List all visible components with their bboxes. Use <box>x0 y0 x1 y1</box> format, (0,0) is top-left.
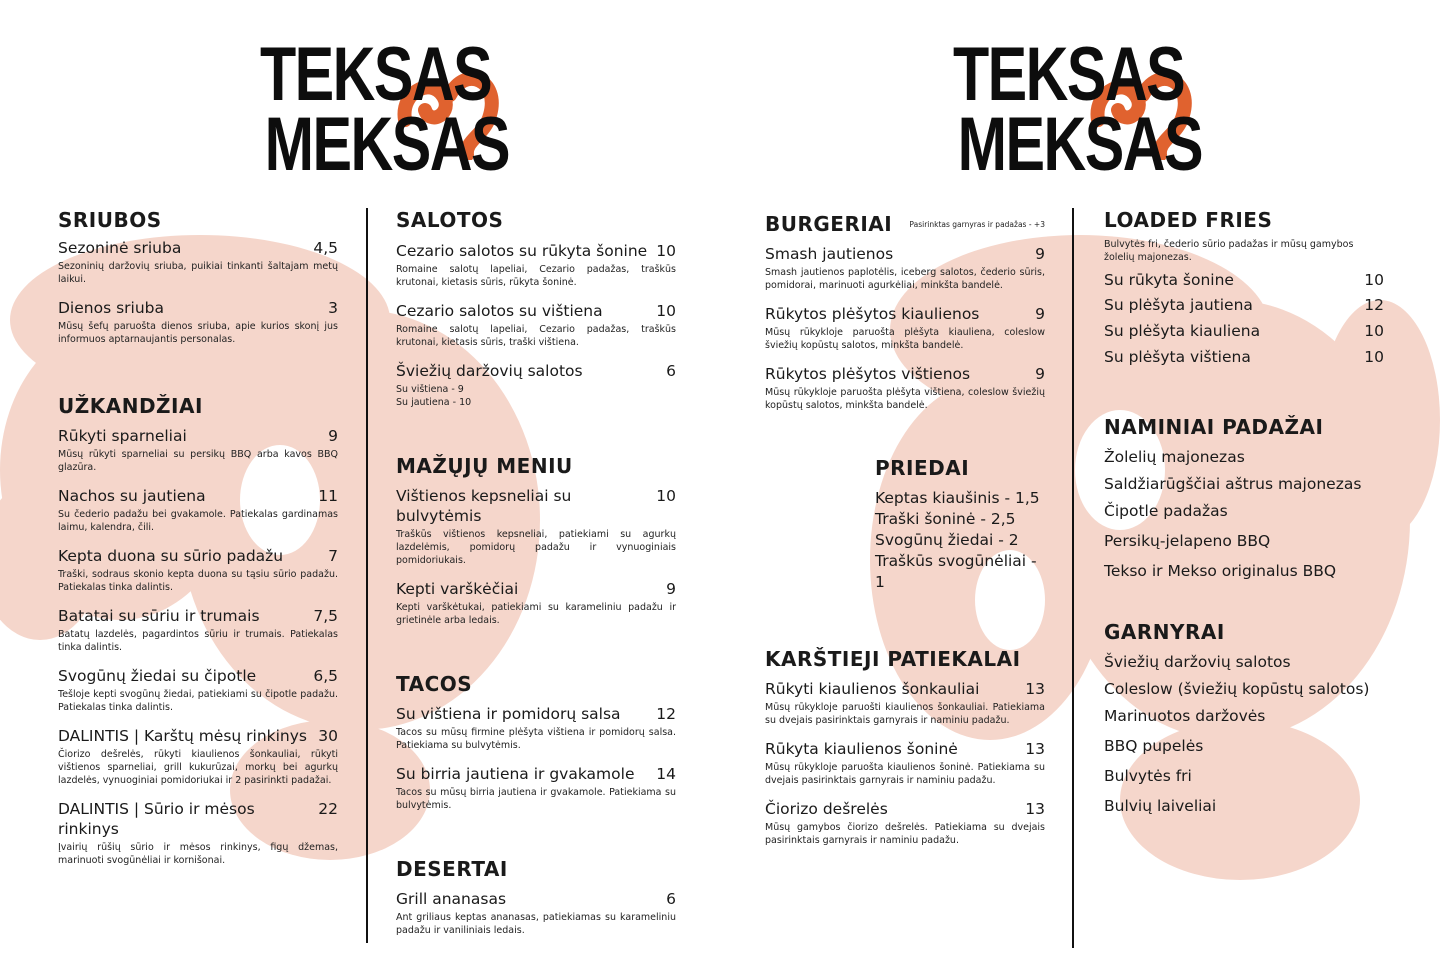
menu-item <box>58 726 338 787</box>
item-name: Smash jautienos <box>765 245 894 263</box>
menu-item <box>396 241 676 289</box>
logo-right <box>953 32 1202 187</box>
section-title-desertai: DESERTAI <box>396 857 508 881</box>
item-price: 12 <box>656 705 676 723</box>
item-name: Kepta duona su sūrio padažu <box>58 547 284 565</box>
item-desc: Mūsų rūkyti sparneliai su persikų BBQ arba kavos BBQ glazūra. <box>58 449 338 473</box>
menu-item <box>1104 321 1384 341</box>
divider-right <box>1072 208 1074 948</box>
menu-item <box>396 704 676 752</box>
menu-item <box>396 361 676 409</box>
item-desc: Tešloje kepti svogūnų žiedai, patiekiami su čipotle padažu. Patiekalas tinka dalintis. <box>58 689 338 713</box>
item-desc: Romaine salotų lapeliai, Cezario padažas, traškūs krutonai, kietasis sūris, traški vištiena. <box>396 324 676 348</box>
item-desc: Mūsų rūkykloje paruošta plėšyta kiauliena, coleslow šviežių kopūstų salotos, minkšta bandelė. <box>765 327 1045 351</box>
item-price: 11 <box>318 487 338 505</box>
section-note: Pasirinktas garnyras ir padažas - +3 <box>909 219 1045 229</box>
item-price: 10 <box>656 242 676 260</box>
item-price: 9 <box>328 427 338 445</box>
item-price: 7 <box>328 547 338 565</box>
menu-item <box>396 764 676 812</box>
column-right-1 <box>765 212 1045 847</box>
column-left-1 <box>58 208 338 867</box>
section-title-karstieji: KARŠTIEJI PATIEKALAI <box>765 647 1021 671</box>
item-price: 12 <box>1364 296 1384 314</box>
item-name: Svogūnų žiedai su čipotle <box>58 667 257 685</box>
item-desc: Traškūs vištienos kepsneliai, patiekiami su agurkų lazdelėmis, pomidorų padažu ir vynuoginiais pomidoriukais. <box>396 529 676 566</box>
section-title-sriubos: SRIUBOS <box>58 208 162 232</box>
sauce-item: Žolelių majonezas <box>1104 448 1245 466</box>
item-desc: Įvairių rūšių sūrio ir mėsos rinkinys, figų džemas, marinuoti svogūnėliai ir kornišonai. <box>58 842 338 866</box>
item-name: Rūkyti kiaulienos šonkauliai <box>765 680 980 698</box>
section-desc: Bulvytės fri, čederio sūrio padažas ir mūsų gamybos žolelių majonezas. <box>1104 239 1354 263</box>
item-desc: Mūsų rūkykloje paruošta plėšyta vištiena, coleslow šviežių kopūstų salotos, minkšta bandelė. <box>765 387 1045 411</box>
item-name: Su vištiena ir pomidorų salsa <box>396 705 621 723</box>
menu-item <box>58 486 338 534</box>
item-name: Rūkytos plėšytos vištienos <box>765 365 971 383</box>
section-title-priedai: PRIEDAI <box>875 456 970 480</box>
side-item: Marinuotos daržovės <box>1104 707 1266 725</box>
logo-line2: MEKSAS <box>264 101 509 187</box>
item-price: 30 <box>318 727 338 745</box>
item-price: 10 <box>1364 271 1384 289</box>
item-price: 10 <box>656 487 676 505</box>
side-item: BBQ pupelės <box>1104 737 1204 755</box>
menu-item <box>58 606 338 654</box>
side-item: Coleslow (šviežių kopūstų salotos) <box>1104 680 1370 698</box>
item-price: 6 <box>666 362 676 380</box>
item-desc: Kepti varškėtukai, patiekiami su karameliniu padažu ir grietinėle arba ledais. <box>396 602 676 626</box>
item-name: Rūkytos plėšytos kiaulienos <box>765 305 980 323</box>
item-price: 9 <box>666 580 676 598</box>
item-name: Su plėšyta vištiena <box>1104 348 1251 366</box>
item-price: 6,5 <box>313 667 338 685</box>
section-title-loaded-fries: LOADED FRIES <box>1104 208 1273 232</box>
item-desc: Tacos su mūsų birria jautiena ir gvakamole. Patiekiama su bulvytėmis. <box>396 787 676 811</box>
item-name: Su birria jautiena ir gvakamole <box>396 765 635 783</box>
menu-item <box>765 739 1045 787</box>
item-name: Su rūkyta šonine <box>1104 271 1234 289</box>
item-price: 4,5 <box>313 239 338 257</box>
menu-item <box>1104 295 1384 315</box>
item-desc: Mūsų šefų paruošta dienos sriuba, apie kurios skonį jus informuos aptarnaujantis personalas. <box>58 321 338 345</box>
section-title-mazuju-meniu: MAŽŲJŲ MENIU <box>396 454 573 478</box>
item-desc: Čiorizo dešrelės, rūkyti kiaulienos šonkauliai, rūkyti vištienos sparneliai, grill kukurūzai, morkų bei agurkų lazdelės, vynuoginiai pomidoriukai ir 2 pasirinkti padažai. <box>58 749 338 786</box>
item-desc: Smash jautienos paplotėlis, iceberg salotos, čederio sūris, pomidorai, marinuoti agurkėliai, minkšta bandelė. <box>765 267 1045 291</box>
section-title-garnyrai: GARNYRAI <box>1104 620 1225 644</box>
item-desc: Traški, sodraus skonio kepta duona su tąsiu sūrio padažu. Patiekalas tinka dalintis. <box>58 569 338 593</box>
extra-item: Svogūnų žiedai - 2 <box>875 531 1019 549</box>
menu-item <box>396 486 676 567</box>
item-name: Su plėšyta jautiena <box>1104 296 1253 314</box>
item-price: 3 <box>328 299 338 317</box>
logo-line1: TEKSAS <box>260 32 492 117</box>
sauce-item: Saldžiarūgščiai aštrus majonezas <box>1104 475 1362 493</box>
column-right-2 <box>1104 208 1384 817</box>
sauce-item: Persikų-jelapeno BBQ <box>1104 532 1271 550</box>
menu-item <box>765 679 1045 727</box>
item-name: Vištienos kepsneliai su bulvytėmis <box>396 487 572 525</box>
item-name: DALINTIS | Karštų mėsų rinkinys <box>58 727 308 745</box>
item-name: Cezario salotos su vištiena <box>396 302 603 320</box>
item-name: DALINTIS | Sūrio ir mėsos rinkinys <box>58 800 255 838</box>
item-desc: Mūsų rūkykloje paruošta kiaulienos šoninė. Patiekiama su dvejais pasirinktais garnyrais ir naminiu padažu. <box>765 762 1045 786</box>
item-desc: Su čederio padažu bei gvakamole. Patiekalas gardinamas laimu, kalendra, čili. <box>58 509 338 533</box>
extra-item: Traškūs svogūnėliai - 1 <box>875 552 1037 591</box>
section-title-padazai: NAMINIAI PADAŽAI <box>1104 415 1324 439</box>
item-price: 13 <box>1025 740 1045 758</box>
menu-item <box>396 301 676 349</box>
menu-item <box>396 889 676 937</box>
section-title-burgeriai: BURGERIAI <box>765 212 893 236</box>
item-name: Rūkyti sparneliai <box>58 427 187 445</box>
menu-item <box>765 799 1045 847</box>
sauce-item: Tekso ir Mekso originalus BBQ <box>1104 562 1337 580</box>
item-name: Sezoninė sriuba <box>58 239 182 257</box>
column-left-2 <box>396 208 676 937</box>
menu-item <box>765 304 1045 352</box>
item-name: Nachos su jautiena <box>58 487 206 505</box>
section-title-uzkandziai: UŽKANDŽIAI <box>58 394 203 418</box>
item-name: Grill ananasas <box>396 890 507 908</box>
menu-item <box>58 238 338 286</box>
logo-left <box>260 32 509 187</box>
menu-item <box>58 426 338 474</box>
item-name: Šviežių daržovių salotos <box>396 362 583 380</box>
section-title-salotos: SALOTOS <box>396 208 504 232</box>
item-desc: Batatų lazdelės, pagardintos sūriu ir trumais. Patiekalas tinka dalintis. <box>58 629 338 653</box>
menu-item <box>58 546 338 594</box>
item-price: 6 <box>666 890 676 908</box>
item-price: 13 <box>1025 680 1045 698</box>
item-desc: Sezoninių daržovių sriuba, puikiai tinkanti šaltajam metų laikui. <box>58 261 338 285</box>
menu-item <box>58 799 338 867</box>
side-item: Bulvytės fri <box>1104 767 1192 785</box>
logo-line1: TEKSAS <box>953 32 1185 117</box>
menu-item <box>765 364 1045 412</box>
item-desc: Ant griliaus keptas ananasas, patiekiamas su karameliniu padažu ir vaniliniais ledais. <box>396 912 676 936</box>
item-name: Dienos sriuba <box>58 299 165 317</box>
item-price: 7,5 <box>313 607 338 625</box>
extra-item: Keptas kiaušinis - 1,5 <box>875 489 1040 507</box>
menu-item <box>396 579 676 627</box>
item-price: 10 <box>656 302 676 320</box>
item-name: Kepti varškėčiai <box>396 580 519 598</box>
sauce-item: Čipotle padažas <box>1104 502 1228 520</box>
side-item: Bulvių laiveliai <box>1104 797 1217 815</box>
item-name: Rūkyta kiaulienos šoninė <box>765 740 958 758</box>
menu-item <box>1104 270 1384 290</box>
menu-item <box>58 666 338 714</box>
item-price: 10 <box>1364 348 1384 366</box>
item-price: 22 <box>318 800 338 818</box>
item-desc: Mūsų rūkykloje paruošti kiaulienos šonkauliai. Patiekiama su dvejais pasirinktais garnyrais ir naminiu padažu. <box>765 702 1045 726</box>
item-name: Čiorizo dešrelės <box>765 800 888 818</box>
logo-line2: MEKSAS <box>957 101 1202 187</box>
item-price: 10 <box>1364 322 1384 340</box>
item-name: Batatai su sūriu ir trumais <box>58 607 260 625</box>
extra-item: Traški šoninė - 2,5 <box>875 510 1016 528</box>
item-desc: Mūsų gamybos čiorizo dešrelės. Patiekiama su dvejais pasirinktais garnyrais ir naminiu padažu. <box>765 822 1045 846</box>
priedai-block <box>875 456 1045 593</box>
item-name: Cezario salotos su rūkyta šonine <box>396 242 648 260</box>
side-item: Šviežių daržovių salotos <box>1104 653 1291 671</box>
item-price: 9 <box>1035 245 1045 263</box>
item-desc: Romaine salotų lapeliai, Cezario padažas, traškūs krutonai, kietasis sūris, rūkyta šoninė. <box>396 264 676 288</box>
item-price: 9 <box>1035 365 1045 383</box>
menu-item <box>765 244 1045 292</box>
section-title-tacos: TACOS <box>396 672 473 696</box>
item-desc: Tacos su mūsų firmine plėšyta vištiena ir pomidorų salsa. Patiekiama su bulvytėmis. <box>396 727 676 751</box>
item-variant: Su vištiena - 9 <box>396 384 464 395</box>
menu-item <box>1104 347 1384 367</box>
divider-left <box>366 208 368 943</box>
item-variant: Su jautiena - 10 <box>396 397 472 408</box>
item-price: 13 <box>1025 800 1045 818</box>
menu-item <box>58 298 338 346</box>
item-price: 14 <box>656 765 676 783</box>
item-name: Su plėšyta kiauliena <box>1104 322 1261 340</box>
item-price: 9 <box>1035 305 1045 323</box>
